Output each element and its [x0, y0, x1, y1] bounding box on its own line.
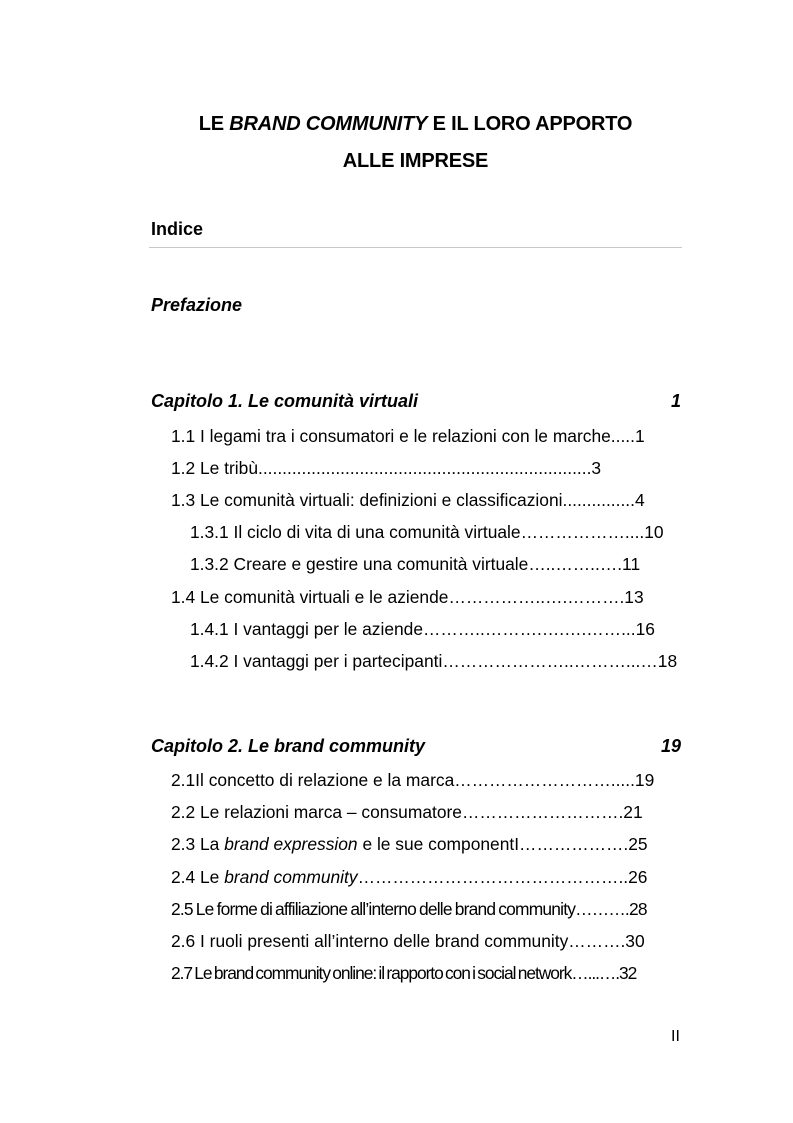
- toc-entry: 1.2 Le tribù.....................................................................3: [171, 458, 602, 478]
- toc-entry-prefix: 2.4 Le: [171, 867, 225, 887]
- toc-entry: 2.1Il concetto di relazione e la marca……………………….....19: [171, 770, 655, 790]
- title-prefix: LE: [198, 113, 230, 135]
- chapter-page: 1: [670, 391, 681, 411]
- index-heading: Indice: [151, 219, 204, 239]
- chapter-page: 19: [660, 736, 681, 756]
- toc-entry-suffix: ………………………………………..26: [357, 867, 648, 887]
- preface-entry: Prefazione: [151, 295, 243, 315]
- document-title-line-2: ALLE IMPRESE: [342, 150, 489, 172]
- heading-divider: [149, 247, 682, 248]
- page-number: II: [671, 1028, 680, 1045]
- toc-entry: 1.1 I legami tra i consumatori e le relazioni con le marche.....1: [171, 426, 645, 446]
- toc-entry: 2.5 Le forme di affiliazione all’interno delle brand community……….28: [171, 899, 647, 919]
- toc-subentry: 1.4.1 I vantaggi per le aziende………..……….….….……...16: [190, 619, 655, 639]
- toc-entry-italic: brand community: [224, 867, 358, 887]
- toc-entry-prefix: 2.3 La: [171, 834, 225, 854]
- toc-entry: 2.7 Le brand community online: il rapporto con i social network…...….32: [171, 963, 637, 983]
- toc-entry: 2.6 I ruoli presenti all’interno delle brand community……….30: [171, 931, 645, 951]
- chapter-heading: [151, 736, 681, 757]
- document-title-line-1: [0, 113, 793, 136]
- chapter-heading: [151, 391, 681, 412]
- chapter-title: Capitolo 1. Le comunità virtuali: [151, 391, 419, 411]
- toc-entry: 1.4 Le comunità virtuali e le aziende……………..….……….13: [171, 587, 644, 607]
- toc-subentry: 1.4.2 I vantaggi per i partecipanti…………………..………...…18: [190, 651, 678, 671]
- toc-entry-suffix: e le sue componentI……………….25: [357, 834, 648, 854]
- toc-subentry: 1.3.1 Il ciclo di vita di una comunità virtuale………………....10: [190, 522, 664, 542]
- toc-subentry: 1.3.2 Creare e gestire una comunità virtuale…..……..….11: [190, 554, 641, 574]
- title-italic: BRAND COMMUNITY: [229, 113, 428, 135]
- toc-entry: 1.3 Le comunità virtuali: definizioni e classificazioni...............4: [171, 490, 645, 510]
- toc-entry: [171, 866, 647, 888]
- chapter-title: Capitolo 2. Le brand community: [151, 736, 426, 756]
- title-suffix: E IL LORO APPORTO: [427, 113, 633, 135]
- toc-entry: 2.2 Le relazioni marca – consumatore……………………….21: [171, 802, 643, 822]
- toc-entry: [171, 833, 648, 855]
- toc-entry-italic: brand expression: [224, 834, 358, 854]
